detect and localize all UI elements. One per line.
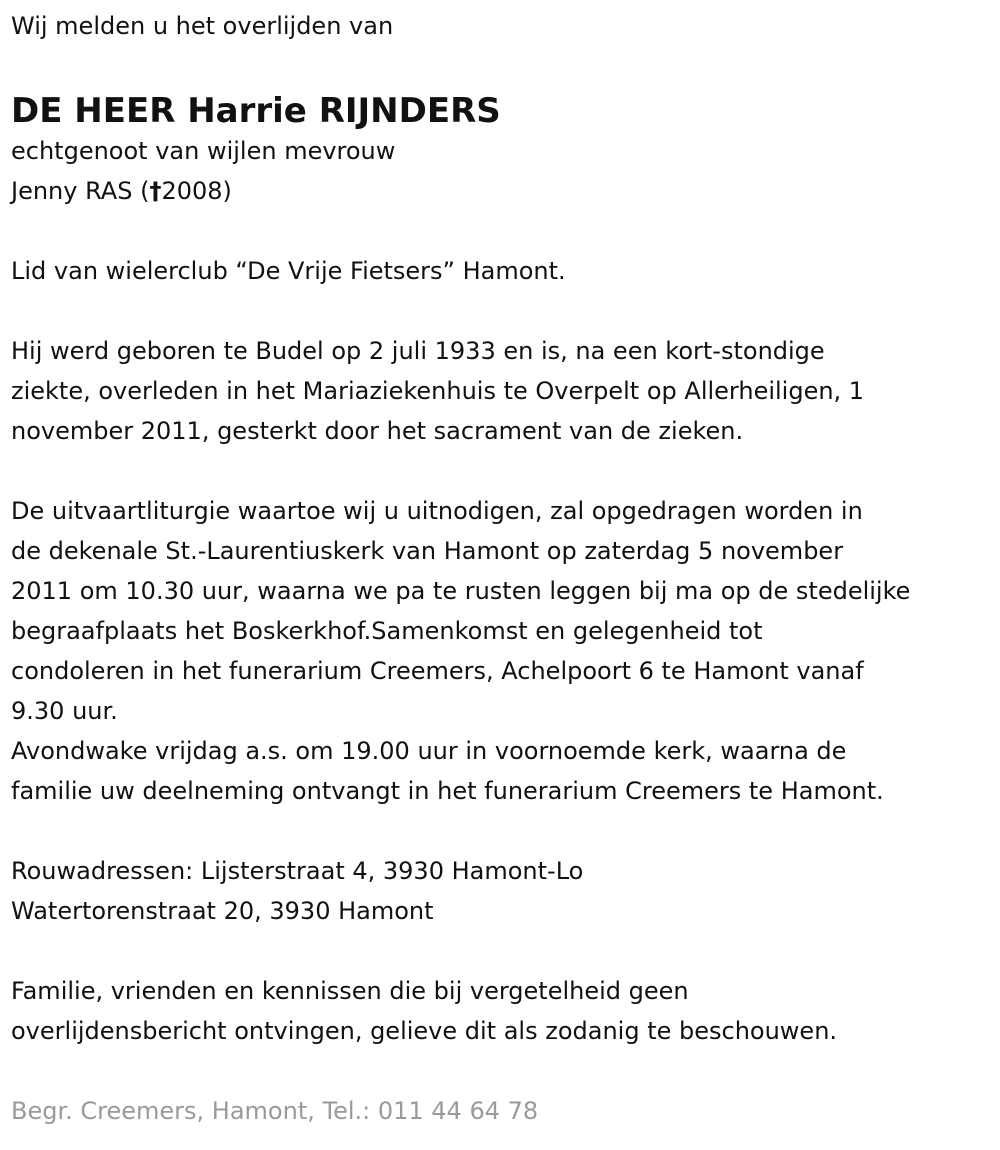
paragraph-line: begraafplaats het Boskerkhof.Samenkomst en gelegenheid tot [11,617,763,645]
addresses-paragraph [11,851,996,931]
funeral-paragraph [11,491,996,811]
paragraph-line: De uitvaartliturgie waartoe wij u uitnodigen, zal opgedragen worden in [11,497,863,525]
paragraph-line: Hij werd geboren te Budel op 2 juli 1933 en is, na een kort-stondige [11,337,825,365]
paragraph-line: ziekte, overleden in het Mariaziekenhuis te Overpelt op Allerheiligen, 1 [11,377,865,405]
cross-icon: † [149,177,162,205]
notice-line: overlijdensbericht ontvingen, gelieve dit als zodanig te beschouwen. [11,1017,838,1045]
spacer [11,451,996,491]
paragraph-line: condoleren in het funerarium Creemers, Achelpoort 6 te Hamont vanaf [11,657,864,685]
undertaker-info: Begr. Creemers, Hamont, Tel.: 011 44 64 78 [11,1097,539,1125]
membership-text: Lid van wielerclub “De Vrije Fietsers” Hamont. [11,257,566,285]
paragraph-line: 2011 om 10.30 uur, waarna we pa te rusten leggen bij ma op de stedelijke [11,577,911,605]
notice-line: Familie, vrienden en kennissen die bij vergetelheid geen [11,977,689,1005]
paragraph-line: 9.30 uur. [11,697,118,725]
birth-death-paragraph [11,331,996,451]
spouse-line-1: echtgenoot van wijlen mevrouw [11,137,396,165]
paragraph-line: de dekenale St.-Laurentiuskerk van Hamont op zaterdag 5 november [11,537,844,565]
spouse-line-2 [11,171,996,211]
spouse-death-year: 2008) [161,177,232,205]
paragraph-line: familie uw deelneming ontvangt in het funerarium Creemers te Hamont. [11,777,884,805]
notice-paragraph [11,971,996,1051]
spacer [11,1051,996,1091]
deceased-name: DE HEER Harrie RIJNDERS [11,91,501,131]
address-line: Watertorenstraat 20, 3930 Hamont [11,897,434,925]
spacer [11,811,996,851]
spacer [11,211,996,251]
death-notice [11,0,996,1131]
address-line: Rouwadressen: Lijsterstraat 4, 3930 Hamont-Lo [11,857,584,885]
spacer [11,291,996,331]
intro-text: Wij melden u het overlijden van [11,12,394,40]
paragraph-line: Avondwake vrijdag a.s. om 19.00 uur in voornoemde kerk, waarna de [11,737,847,765]
spacer [11,931,996,971]
paragraph-line: november 2011, gesterkt door het sacrament van de zieken. [11,417,744,445]
spouse-name: Jenny RAS ( [11,177,150,205]
